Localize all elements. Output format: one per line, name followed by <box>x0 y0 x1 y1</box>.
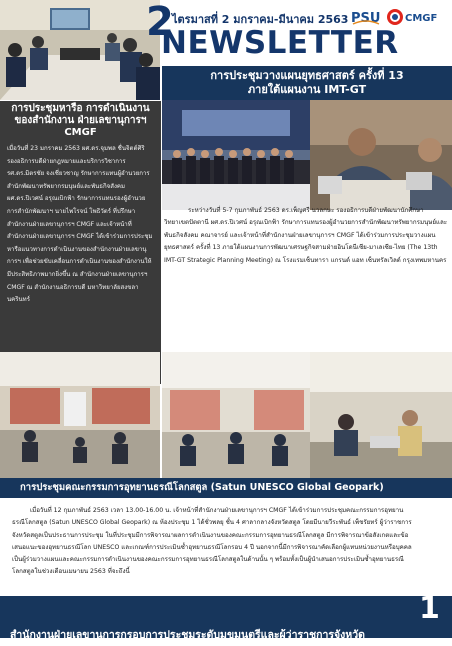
issue-number: 2 <box>146 0 174 45</box>
conference-room-photo <box>0 352 160 478</box>
left-article-panel <box>0 101 161 384</box>
meeting-photo-top-left <box>0 0 160 100</box>
imt-gt-article: ระหว่างวันที่ 5-7 กุมภาพันธ์ 2563 ดร.เพ็ญศรี นวลกษะ รองอธิการบดีฝ่ายพัฒนานักศึกษา วิทยาเขตปัตตานี ผศ.ดร.ปิเวศน์ อรุณเบิกฟ้า รักษาการแทนรองผู้อำนวยการสำนักพัฒนาทรัพยากรมนุษย์และพันธกิจสังคม คณาจารย์ และเจ้าหน้าที่สำนักงานฝ่ายเลขานุการฯ CMGF ได้เข้าร่วมการประชุมวางแผนยุทธศาสตร์ ครั้งที่ 13 ภายใต้แผนงานการพัฒนาเศรษฐกิจสามฝ่ายอินโดนีเซีย-มาเลเซีย-ไทย (The 13th IMT-GT Strategic Planning Meeting) ณ โรงแรมเซ็นทารา แกรนด์ แอท เซ็นทรัลเวิลด์ กรุงเทพมหานคร <box>164 207 448 264</box>
left-article-body: เมื่อวันที่ 23 มกราคม 2563 ผศ.ดร.จุมพล ชื่นจิตต์ศิริ รองอธิการบดีฝ่ายกฎหมายและบริการวิชาการ รศ.ดร.มิตรชัย จงเชี่ยวชาญ รักษาการแทนผู้อำนวยการสำนักพัฒนาทรัพยากรมนุษย์และพันธกิจสังคม ผศ.ดร.ปิเวศน์ อรุณเบิกฟ้า รักษาการแทนรองผู้อำนวยการสำนักพัฒนาฯ นายไพโรจน์ โพธิวัตร์ ที่ปรึกษาสำนักงานฝ่ายเลขานุการฯ CMGF และเจ้าหน้าที่สำนักงานฝ่ายเลขานุการฯ CMGF ได้เข้าร่วมการประชุมหารือแนวทางการดำเนินงานของสำนักงานฝ่ายเลขานุการฯ เพื่อช่วยขับเคลื่อนการดำเนินงานของสำนักงานให้มีประสิทธิภาพมากยิ่งขึ้น ณ สำนักงานฝ่ายเลขานุการฯ CMGF ณ สำนักงานอธิการบดี มหาวิทยาลัยสงขลานครินทร์ <box>7 145 153 304</box>
group-photo <box>162 100 310 210</box>
imt-gt-banner-line2: ภายใต้แผนงาน IMT-GT <box>247 83 367 96</box>
imt-gt-banner <box>162 66 452 100</box>
cmgf-logo-text: CMGF <box>405 13 438 24</box>
issue-date: ไตรมาสที่ 2 มกราคม-มีนาคม 2563 <box>172 13 349 26</box>
presenter-photo <box>310 352 452 478</box>
meeting-table-photo <box>162 352 310 478</box>
newsletter-title: NEWSLETTER <box>161 25 399 61</box>
geopark-banner: การประชุมคณะกรรมการอุทยานธรณีโลกสตูล (Satun UNESCO Global Geopark) <box>0 478 452 498</box>
geopark-article: เมื่อวันที่ 12 กุมภาพันธ์ 2563 เวลา 13.00-16.00 น. เจ้าหน้าที่สำนักงานฝ่ายเลขานุการฯ CMGF ได้เข้าร่วมการประชุมคณะกรรมการอุทยานธรณีโลกสตูล (Satun UNESCO Global Geopark) ณ ห้องประชุม 1 ได้ชั่วพลยุ ชั้น 4 ศาลากลางจังหวัดสตูล โดยมีนายวีระพันธ์ เพ็ชรัยทร์ ผู้ว่าราชการจังหวัดสตูลเป็นประธานการประชุม ในที่ประชุมมีการพิจารณาผลการดำเนินงานของคณะกรรมการอุทยานธรณีโลกสตูล มีการพิจารณาข้อสังเกตและข้อเสนอแนะของอุทยานธรณีโลก UNESCO และเกณฑ์การประเมินซ้ำอุทยานธรณีโลกรอบ 4 ปี นอกจากนี้มีการพิจารณาคัดเลือกผู้แทนหน่วยงานหรือบุคคลเป็นผู้ร่วมวางแผนและคณะกรรมการดำเนินงานของคณะกรรมการอุทยานธรณีโลกสตูลในด้านนั้น ๆ พร้อมทั้งเป็นผู้นำเสนอการประเมินซ้ำอุทยานธรณีโลกสตูลในช่วงเดือนเมษายน 2563 ที่จะถึงนี้ <box>12 507 412 576</box>
footer-title: สำนักงานฝ่ายเลขานุการกรอบการประชุมระดับมุขมนตรีและผู้ว่าราชการจังหวัด <box>10 629 365 641</box>
psu-logo <box>351 8 381 26</box>
speaker-photo <box>310 100 452 210</box>
left-article-heading: การประชุมหารือ การดำเนินงานของสำนักงาน ฝ่ายเลขานุการฯ CMGF <box>11 103 150 138</box>
psu-logo-text: PSU <box>351 11 381 26</box>
cmgf-logo <box>386 6 448 30</box>
page-number: 1 <box>419 591 440 626</box>
imt-gt-banner-line1: การประชุมวางแผนยุทธศาสตร์ ครั้งที่ 13 <box>210 69 404 82</box>
